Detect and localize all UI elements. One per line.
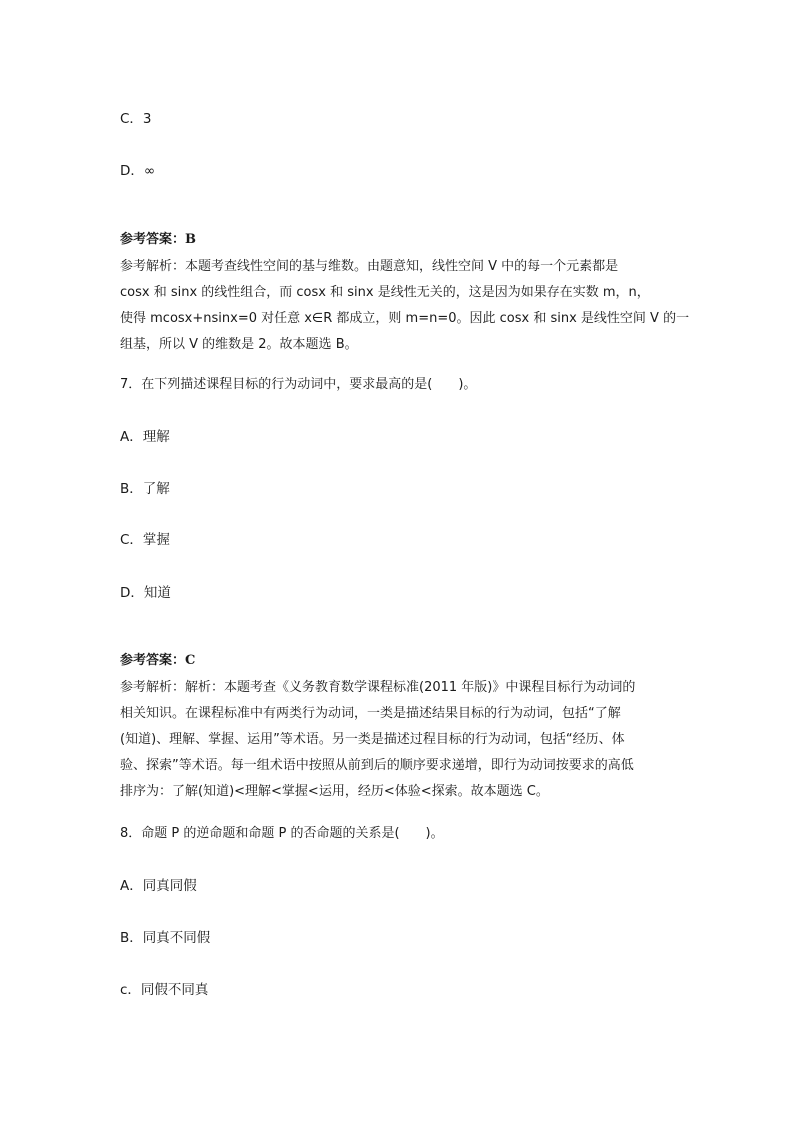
q6-analysis-line: 组基，所以 V 的维数是 2。故本题选 B。 — [120, 337, 358, 352]
q8-option-c: c．同假不同真 — [120, 982, 209, 998]
q7-option-c: C．掌握 — [120, 532, 170, 548]
q7-analysis-line: 排序为：了解(知道)<理解<掌握<运用，经历<体验<探索。故本题选 C。 — [120, 784, 549, 799]
q7-option-a: A．理解 — [120, 429, 170, 445]
q7-analysis-line: (知道)、理解、掌握、运用”等术语。另一类是描述过程目标的行为动词，包括“经历、体 — [120, 732, 625, 747]
q7-analysis-line: 相关知识。在课程标准中有两类行为动词，一类是描述结果目标的行为动词，包括“了解 — [120, 706, 621, 721]
q7-analysis-line: 验、探索”等术语。每一组术语中按照从前到后的顺序要求递增，即行为动词按要求的高低 — [120, 758, 634, 773]
q7-analysis-line: 参考解析：解析：本题考查《义务教育数学课程标准(2011 年版)》中课程目标行为动词的 — [120, 680, 636, 695]
q6-analysis — [120, 254, 690, 358]
q7-answer-label: 参考答案： — [120, 653, 186, 668]
q6-analysis-line: 使得 mcosx+nsinx=0 对任意 x∈R 都成立，则 m=n=0。因此 cosx 和 sinx 是线性空间 V 的一 — [120, 311, 690, 326]
q7-option-b: B．了解 — [120, 481, 170, 497]
q7-analysis — [120, 675, 680, 805]
q6-answer — [120, 231, 196, 249]
q7-question: 7．在下列描述课程目标的行为动词中，要求最高的是( )。 — [120, 377, 477, 392]
q6-option-d: D．∞ — [120, 163, 156, 179]
q7-answer — [120, 652, 195, 670]
q8-option-a: A．同真同假 — [120, 878, 197, 894]
q6-option-c: C．3 — [120, 111, 152, 127]
q6-answer-label: 参考答案： — [120, 232, 186, 247]
q8-question: 8．命题 P 的逆命题和命题 P 的否命题的关系是( )。 — [120, 826, 444, 841]
q7-answer-value: C — [185, 653, 196, 668]
q8-option-b: B．同真不同假 — [120, 930, 211, 946]
q7-option-d: D．知道 — [120, 585, 171, 601]
q6-analysis-line: 参考解析：本题考查线性空间的基与维数。由题意知，线性空间 V 中的每一个元素都是 — [120, 259, 619, 274]
q6-answer-value: B — [185, 232, 197, 247]
q6-analysis-line: cosx 和 sinx 的线性组合，而 cosx 和 sinx 是线性无关的，这是因为如果存在实数 m，n， — [120, 285, 650, 300]
